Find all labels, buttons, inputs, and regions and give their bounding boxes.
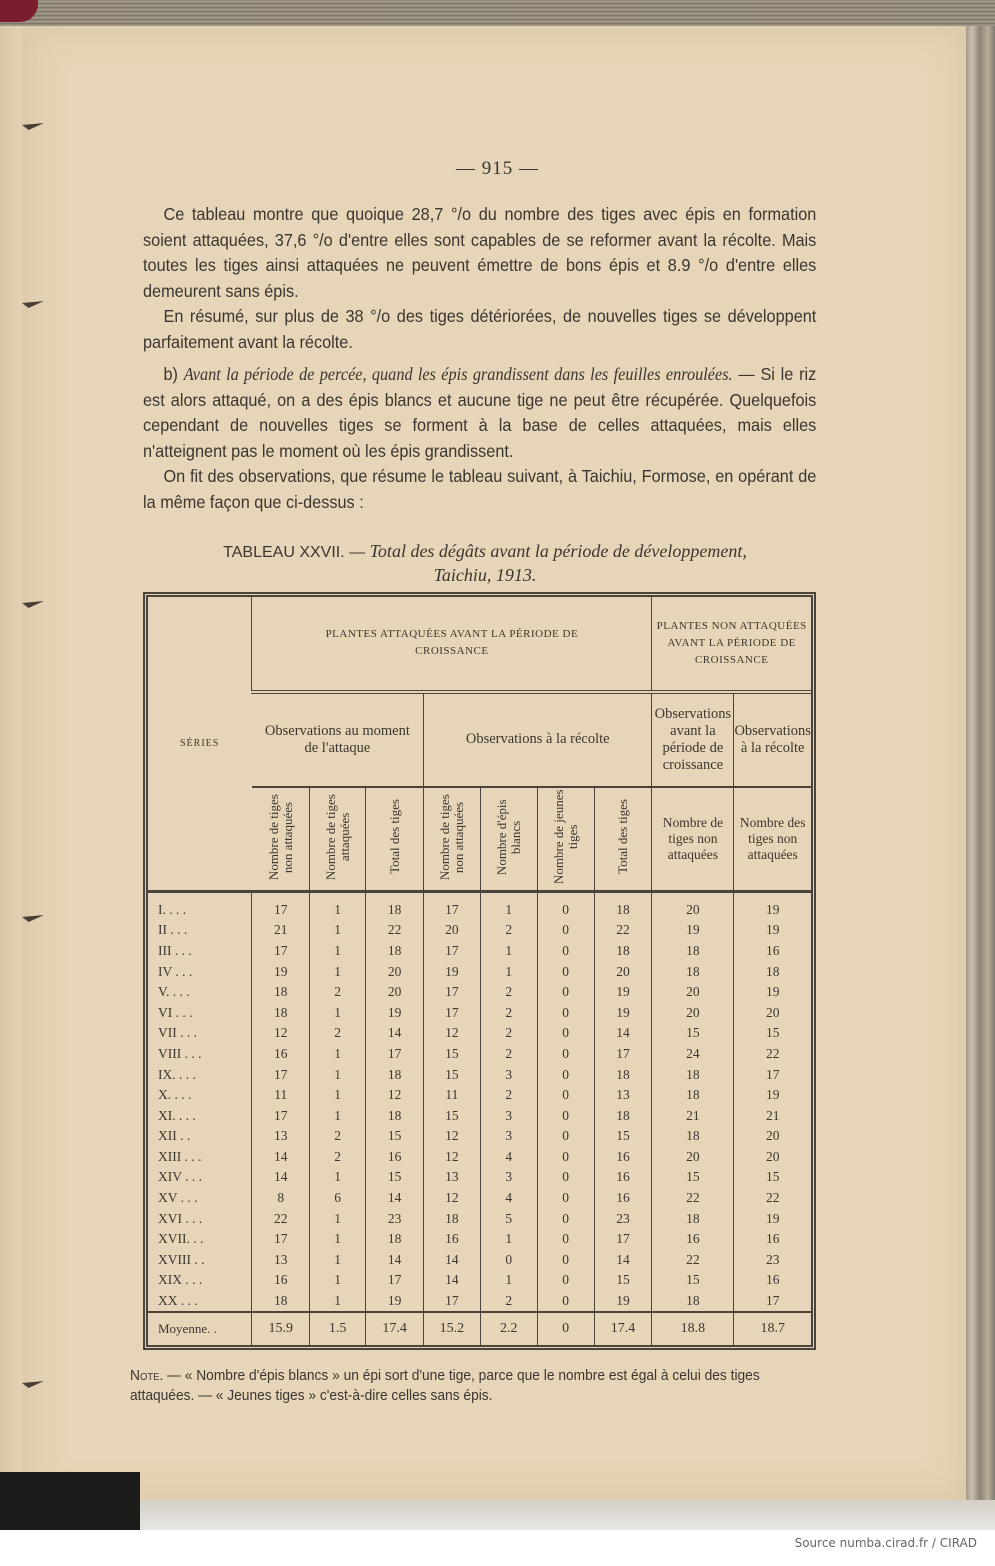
- table-cell: 1: [480, 892, 537, 920]
- table-cell: 1: [310, 1249, 366, 1270]
- table-cell: 0: [537, 1229, 594, 1250]
- table-cell: 17.4: [366, 1312, 424, 1345]
- page-number: — 915 —: [456, 158, 539, 179]
- table-cell: 13: [252, 1126, 310, 1147]
- subheader-at-harvest-2: Observations à la récolte: [734, 692, 811, 788]
- table-cell: 1: [480, 941, 537, 962]
- table-cell: 12: [424, 1023, 481, 1044]
- table-cell: 21: [734, 1105, 811, 1126]
- table-row: [148, 1105, 811, 1126]
- table-cell: 12: [424, 1126, 481, 1147]
- table-cell: 6: [310, 1188, 366, 1209]
- table-row: [148, 1147, 811, 1168]
- column-header: Total des tiges: [366, 787, 424, 892]
- table-cell: 16: [734, 1270, 811, 1291]
- subheader-before-growth: Observations avant la période de croissance: [652, 692, 734, 788]
- table-cell: 15: [594, 1270, 652, 1291]
- table-cell: 1: [310, 1208, 366, 1229]
- table-cell: 17: [424, 1291, 481, 1313]
- table-row: [148, 1249, 811, 1270]
- table-cell: 0: [537, 1105, 594, 1126]
- series-label: XIV . . .: [158, 1169, 203, 1185]
- column-header: Nombre de tiges non attaquées: [252, 787, 310, 892]
- table-cell: 15: [424, 1064, 481, 1085]
- table-cell: 17: [734, 1064, 811, 1085]
- column-header-series: SÉRIES: [180, 738, 220, 750]
- table-cell: 18: [652, 1085, 734, 1106]
- series-label: II . . .: [158, 922, 188, 938]
- table-cell: 18: [652, 1291, 734, 1313]
- table-cell: 22: [734, 1044, 811, 1065]
- table-cell: 11: [252, 1085, 310, 1106]
- data-table-frame: [143, 592, 816, 1350]
- table-cell: 17: [366, 1044, 424, 1065]
- table-cell: 20: [734, 1003, 811, 1024]
- table-cell: 0: [537, 1188, 594, 1209]
- table-cell: 16: [252, 1270, 310, 1291]
- series-label: III . . .: [158, 943, 192, 959]
- table-cell: 18: [252, 982, 310, 1003]
- table-note: Note. — « Nombre d'épis blancs » un épi sort d'une tige, parce que le nombre est égal à celui des tiges attaquées. — « Jeunes tiges » c'est-à-dire celles sans épis.: [130, 1368, 760, 1404]
- table-cell: 21: [252, 920, 310, 941]
- table-cell: 18: [652, 941, 734, 962]
- table-row: [148, 920, 811, 941]
- table-cell: 0: [480, 1249, 537, 1270]
- table-cell: 18: [366, 892, 424, 920]
- table-cell: 18: [734, 961, 811, 982]
- table-row: [148, 982, 811, 1003]
- subheader-at-harvest: Observations à la récolte: [424, 692, 652, 788]
- table-cell: 15: [652, 1023, 734, 1044]
- series-label: XVII. . .: [158, 1231, 204, 1247]
- series-label: VI . . .: [158, 1004, 193, 1020]
- paragraph: En résumé, sur plus de 38 °/o des tiges détériorées, de nouvelles tiges se développent parfaitement avant la récolte.: [143, 306, 817, 352]
- table-row: [148, 1085, 811, 1106]
- table-cell: 1: [310, 1064, 366, 1085]
- page-stack-top-edge: [0, 0, 995, 26]
- series-label: XI. . . .: [158, 1107, 196, 1123]
- table-cell: 0: [537, 941, 594, 962]
- table-cell: 1: [310, 1291, 366, 1313]
- table-title: Total des dégâts avant la période de développement,: [369, 541, 747, 561]
- table-cell: 18.7: [734, 1312, 811, 1345]
- table-cell: 14: [366, 1249, 424, 1270]
- table-cell: 1: [480, 1229, 537, 1250]
- table-cell: 17: [424, 941, 481, 962]
- series-label: IV . . .: [158, 963, 193, 979]
- table-cell: 16: [594, 1167, 652, 1188]
- body-text-top: [143, 202, 816, 355]
- table-row: [148, 941, 811, 962]
- table-cell: 14: [366, 1023, 424, 1044]
- average-row: [148, 1312, 811, 1345]
- table-cell: 1: [480, 1270, 537, 1291]
- table-cell: 2: [480, 1044, 537, 1065]
- table-cell: 16: [734, 941, 811, 962]
- table-cell: 18: [366, 1105, 424, 1126]
- paragraph-section-b: b) Avant la période de percée, quand les épis grandissent dans les feuilles enroulées. — Si le riz est alors attaqué, on a des épis blancs et aucune tige ne peut être récupérée. Quelquefois cependant de nouvelles tiges se forment à la base de celles attaquées, mais elles n'atteignent pas le moment où les épis grandissent.: [143, 364, 817, 461]
- table-cell: 17: [252, 892, 310, 920]
- table-cell: 19: [594, 1003, 652, 1024]
- table-cell: 17: [424, 892, 481, 920]
- table-row: [148, 1270, 811, 1291]
- table-cell: 18.8: [652, 1312, 734, 1345]
- series-label: X. . . .: [158, 1087, 192, 1103]
- table-cell: 20: [366, 982, 424, 1003]
- table-cell: 20: [652, 982, 734, 1003]
- table-cell: 18: [366, 941, 424, 962]
- table-cell: 0: [537, 1270, 594, 1291]
- table-cell: 17: [252, 1229, 310, 1250]
- table-cell: 2: [310, 982, 366, 1003]
- table-cell: 20: [734, 1147, 811, 1168]
- table-cell: 1: [310, 1044, 366, 1065]
- table-cell: 17: [424, 982, 481, 1003]
- table-cell: 14: [366, 1188, 424, 1209]
- table-cell: 12: [424, 1188, 481, 1209]
- table-cell: 18: [366, 1229, 424, 1250]
- table-cell: 0: [537, 1126, 594, 1147]
- table-cell: 1: [310, 941, 366, 962]
- table-cell: 16: [734, 1229, 811, 1250]
- table-cell: 2: [310, 1147, 366, 1168]
- table-cell: 1: [310, 1003, 366, 1024]
- table-cell: 0: [537, 1249, 594, 1270]
- table-cell: 15.9: [252, 1312, 310, 1345]
- table-cell: 2: [480, 1023, 537, 1044]
- table-cell: 16: [366, 1147, 424, 1168]
- table-cell: 16: [594, 1188, 652, 1209]
- table-cell: 18: [652, 1208, 734, 1229]
- table-row: [148, 961, 811, 982]
- table-cell: 19: [424, 961, 481, 982]
- paragraph: Ce tableau montre que quoique 28,7 °/o du nombre des tiges avec épis en formation soient attaquées, 37,6 °/o d'entre elles sont capables de se reformer avant la récolte. Mais toutes les tiges ainsi attaquées ne peuvent émettre de bons épis et 8.9 °/o d'entre elles demeurent sans épis.: [143, 204, 817, 301]
- table-cell: 2: [480, 1003, 537, 1024]
- table-cell: 15: [424, 1105, 481, 1126]
- series-label: VIII . . .: [158, 1045, 202, 1061]
- table-cell: 18: [594, 892, 652, 920]
- table-cell: 3: [480, 1126, 537, 1147]
- table-cell: 20: [424, 920, 481, 941]
- table-cell: 23: [366, 1208, 424, 1229]
- table-cell: 20: [366, 961, 424, 982]
- table-row: [148, 1126, 811, 1147]
- table-cell: 0: [537, 1044, 594, 1065]
- table-cell: 22: [252, 1208, 310, 1229]
- table-cell: 1: [310, 1105, 366, 1126]
- table-cell: 19: [734, 920, 811, 941]
- table-cell: 16: [652, 1229, 734, 1250]
- table-cell: 0: [537, 1167, 594, 1188]
- column-header: Nombre des tiges non attaquées: [734, 787, 811, 892]
- table-cell: 13: [594, 1085, 652, 1106]
- table-row: [148, 1229, 811, 1250]
- table-cell: 14: [424, 1270, 481, 1291]
- table-cell: 20: [734, 1126, 811, 1147]
- table-row: [148, 1188, 811, 1209]
- table-label: TABLEAU XXVII. —: [223, 544, 370, 561]
- table-cell: 1: [310, 920, 366, 941]
- table-cell: 1: [310, 1270, 366, 1291]
- table-cell: 22: [366, 920, 424, 941]
- column-header: Nombre d'épis blancs: [480, 787, 537, 892]
- table-cell: 4: [480, 1188, 537, 1209]
- table-cell: 0: [537, 982, 594, 1003]
- table-cell: 12: [366, 1085, 424, 1106]
- table-cell: 13: [424, 1167, 481, 1188]
- table-cell: 23: [594, 1208, 652, 1229]
- table-cell: 18: [652, 1126, 734, 1147]
- table-cell: 0: [537, 1208, 594, 1229]
- table-cell: 8: [252, 1188, 310, 1209]
- table-cell: 19: [366, 1003, 424, 1024]
- table-cell: 19: [252, 961, 310, 982]
- table-row: [148, 1064, 811, 1085]
- table-cell: 18: [252, 1003, 310, 1024]
- paragraph: On fit des observations, que résume le tableau suivant, à Taichiu, Formose, en opérant de la même façon que ci-dessus :: [143, 466, 817, 512]
- group-header-not-attacked: PLANTES NON ATTAQUÉES AVANT LA PÉRIODE DE CROISSANCE: [652, 597, 811, 692]
- table-row: [148, 1167, 811, 1188]
- table-cell: 3: [480, 1105, 537, 1126]
- table-cell: 14: [594, 1249, 652, 1270]
- table-cell: 1: [310, 1085, 366, 1106]
- table-cell: 2: [310, 1023, 366, 1044]
- table-cell: 14: [252, 1147, 310, 1168]
- table-cell: 21: [652, 1105, 734, 1126]
- source-credit: Source numba.cirad.fr / CIRAD: [794, 1536, 977, 1550]
- table-cell: 15: [366, 1167, 424, 1188]
- table-cell: 15: [594, 1126, 652, 1147]
- table-cell: 22: [652, 1188, 734, 1209]
- series-label: I. . . .: [148, 892, 252, 920]
- table-cell: 18: [366, 1064, 424, 1085]
- table-cell: 17: [594, 1229, 652, 1250]
- table-row: [148, 1291, 811, 1313]
- series-label: XVIII . .: [158, 1251, 205, 1267]
- table-cell: 15: [652, 1167, 734, 1188]
- table-cell: 2: [480, 1085, 537, 1106]
- table-cell: 20: [652, 1003, 734, 1024]
- table-cell: 0: [537, 1147, 594, 1168]
- series-label: XIII . . .: [158, 1148, 202, 1164]
- table-cell: 17: [424, 1003, 481, 1024]
- table-cell: 18: [652, 961, 734, 982]
- table-cell: 24: [652, 1044, 734, 1065]
- table-cell: 20: [594, 961, 652, 982]
- table-cell: 0: [537, 892, 594, 920]
- table-cell: 20: [652, 892, 734, 920]
- table-caption: [150, 540, 820, 586]
- table-cell: 19: [594, 982, 652, 1003]
- table-cell: 2: [480, 982, 537, 1003]
- body-text-section-b: [143, 362, 816, 515]
- table-cell: 17: [252, 1064, 310, 1085]
- table-cell: 17: [252, 941, 310, 962]
- table-row: [148, 1003, 811, 1024]
- table-cell: 16: [594, 1147, 652, 1168]
- table-cell: 14: [252, 1167, 310, 1188]
- table-cell: 15.2: [424, 1312, 481, 1345]
- table-cell: 14: [424, 1249, 481, 1270]
- table-cell: 18: [424, 1208, 481, 1229]
- series-label: XII . .: [158, 1128, 191, 1144]
- data-table: [148, 597, 811, 1345]
- table-cell: 15: [734, 1167, 811, 1188]
- series-label: VII . . .: [158, 1025, 197, 1041]
- table-row: [148, 1023, 811, 1044]
- table-cell: 19: [366, 1291, 424, 1313]
- table-cell: 22: [734, 1188, 811, 1209]
- table-cell: 3: [480, 1064, 537, 1085]
- table-cell: 12: [252, 1023, 310, 1044]
- table-cell: 15: [366, 1126, 424, 1147]
- table-cell: 19: [652, 920, 734, 941]
- table-cell: 15: [734, 1023, 811, 1044]
- table-cell: 22: [652, 1249, 734, 1270]
- table-cell: 0: [537, 1085, 594, 1106]
- table-cell: 0: [537, 961, 594, 982]
- table-cell: 0: [537, 1312, 594, 1345]
- table-cell: 17.4: [594, 1312, 652, 1345]
- table-cell: 18: [252, 1291, 310, 1313]
- table-cell: 19: [594, 1291, 652, 1313]
- table-cell: 17: [366, 1270, 424, 1291]
- series-label: XX . . .: [158, 1292, 198, 1308]
- table-row: [148, 1044, 811, 1065]
- table-cell: 5: [480, 1208, 537, 1229]
- scanner-bed: [140, 1500, 995, 1530]
- table-row: [148, 892, 811, 920]
- table-cell: 18: [594, 1064, 652, 1085]
- scanner-backdrop: [0, 1472, 140, 1530]
- table-cell: 18: [594, 1105, 652, 1126]
- column-header: Nombre de tiges non attaquées: [652, 787, 734, 892]
- table-cell: 2: [310, 1126, 366, 1147]
- table-cell: 19: [734, 1085, 811, 1106]
- series-label: IX. . . .: [158, 1066, 196, 1082]
- group-header-attacked: PLANTES ATTAQUÉES AVANT LA PÉRIODE DE CROISSANCE: [252, 597, 652, 692]
- column-header: Total des tiges: [594, 787, 652, 892]
- table-cell: 4: [480, 1147, 537, 1168]
- series-label: XIX . . .: [158, 1272, 203, 1288]
- series-label: XV . . .: [158, 1189, 198, 1205]
- table-cell: 3: [480, 1167, 537, 1188]
- table-cell: 14: [594, 1023, 652, 1044]
- table-cell: 1: [310, 961, 366, 982]
- table-cell: 1: [310, 1229, 366, 1250]
- table-cell: 18: [652, 1064, 734, 1085]
- section-heading-italic: Avant la période de percée, quand les épis grandissent dans les feuilles enroulées.: [183, 364, 733, 384]
- table-cell: 19: [734, 892, 811, 920]
- table-cell: 11: [424, 1085, 481, 1106]
- table-cell: 19: [734, 1208, 811, 1229]
- table-cell: 17: [252, 1105, 310, 1126]
- table-cell: 17: [594, 1044, 652, 1065]
- table-cell: 12: [424, 1147, 481, 1168]
- table-cell: 15: [424, 1044, 481, 1065]
- table-cell: 16: [252, 1044, 310, 1065]
- note-label: Note.: [130, 1368, 164, 1384]
- table-cell: 2: [480, 1291, 537, 1313]
- table-cell: 15: [652, 1270, 734, 1291]
- column-header: Nombre de tiges non attaquées: [424, 787, 481, 892]
- table-cell: 0: [537, 1003, 594, 1024]
- table-cell: 17: [734, 1291, 811, 1313]
- table-cell: 2.2: [480, 1312, 537, 1345]
- table-row: [148, 1208, 811, 1229]
- column-header: Nombre de tiges attaquées: [310, 787, 366, 892]
- series-label: Moyenne. .: [148, 1312, 252, 1345]
- table-body: [148, 892, 811, 1345]
- table-cell: 0: [537, 1291, 594, 1313]
- table-cell: 1: [480, 961, 537, 982]
- table-cell: 22: [594, 920, 652, 941]
- table-cell: 0: [537, 1064, 594, 1085]
- table-subtitle: Taichiu, 1913.: [433, 565, 537, 585]
- series-label: V. . . .: [158, 984, 190, 1000]
- table-cell: 16: [424, 1229, 481, 1250]
- table-cell: 18: [594, 941, 652, 962]
- table-cell: 2: [480, 920, 537, 941]
- table-cell: 1.5: [310, 1312, 366, 1345]
- table-cell: 0: [537, 920, 594, 941]
- table-cell: 23: [734, 1249, 811, 1270]
- table-cell: 19: [734, 982, 811, 1003]
- table-cell: 13: [252, 1249, 310, 1270]
- table-cell: 1: [310, 892, 366, 920]
- series-label: XVI . . .: [158, 1210, 203, 1226]
- subheader-at-attack: Observations au moment de l'attaque: [252, 692, 424, 788]
- table-cell: 0: [537, 1023, 594, 1044]
- table-cell: 20: [652, 1147, 734, 1168]
- column-header: Nombre de jeunes tiges: [537, 787, 594, 892]
- table-cell: 1: [310, 1167, 366, 1188]
